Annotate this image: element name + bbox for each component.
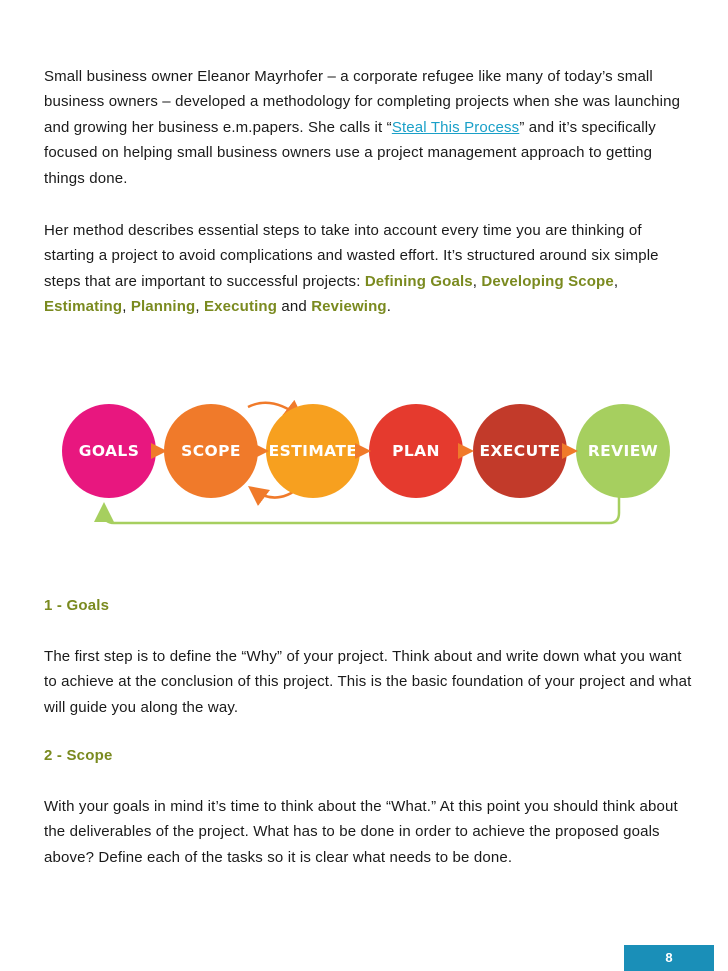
step-scope-label: SCOPE (181, 442, 241, 460)
process-diagram (0, 395, 728, 535)
method-paragraph (44, 218, 694, 320)
review-to-goals-loop-arrow (104, 495, 619, 523)
method-intro-text: Her method describes essential steps to take into account every time you are thinking of starting a project to avoid complications and wasted effort. It’s structured around six simple steps that are important to successful projects: (44, 222, 659, 290)
step-goals (62, 404, 156, 498)
goals-heading: 1 - Goals (44, 597, 110, 614)
scope-paragraph: With your goals in mind it’s time to think about the “What.” At this point you should think about the deliverables of the project. What has to be done in order to achieve the proposed goals above? Define each of the tasks so it is clear what needs to be done. (44, 798, 678, 866)
scope-heading: 2 - Scope (44, 747, 113, 764)
step-scope (164, 404, 258, 498)
page-number-badge: 8 (624, 945, 714, 971)
step-goals-label: GOALS (78, 442, 140, 460)
separator: , (195, 298, 205, 316)
step-executing: Executing (204, 298, 278, 316)
intro-paragraph (44, 64, 694, 191)
step-planning: Planning (130, 298, 196, 316)
step-estimate (266, 404, 360, 498)
goals-paragraph: The first step is to define the “Why” of your project. Think about and write down what you want to achieve at the conclusion of this project. This is the basic foundation of your project and what will guide you along the way. (44, 648, 692, 716)
step-review (576, 404, 670, 498)
separator: and (277, 298, 312, 316)
step-plan-label: PLAN (392, 442, 440, 460)
step-plan (369, 404, 463, 498)
step-estimating: Estimating (44, 298, 123, 316)
step-execute-label: EXECUTE (479, 442, 561, 460)
separator: , (613, 272, 619, 290)
step-reviewing: Reviewing (311, 298, 387, 316)
step-execute (473, 404, 567, 498)
separator: , (122, 298, 131, 316)
step-developing-scope: Developing Scope (481, 272, 614, 290)
step-estimate-label: ESTIMATE (268, 442, 358, 460)
period: . (386, 298, 392, 316)
step-review-label: REVIEW (587, 442, 659, 460)
separator: , (472, 272, 482, 290)
steal-this-process-link[interactable]: Steal This Process (391, 118, 520, 136)
step-defining-goals: Defining Goals (364, 272, 473, 290)
intro-text-end: ” and it’s specifically focused on helping small business owners use a project management approach to getting things done. (44, 118, 656, 187)
intro-text-start: Small business owner Eleanor Mayrhofer – a corporate refugee like many of today’s small business owners – developed a methodology for completing projects when she was launching and growing her business e.m.papers. She calls it “ (44, 68, 681, 136)
